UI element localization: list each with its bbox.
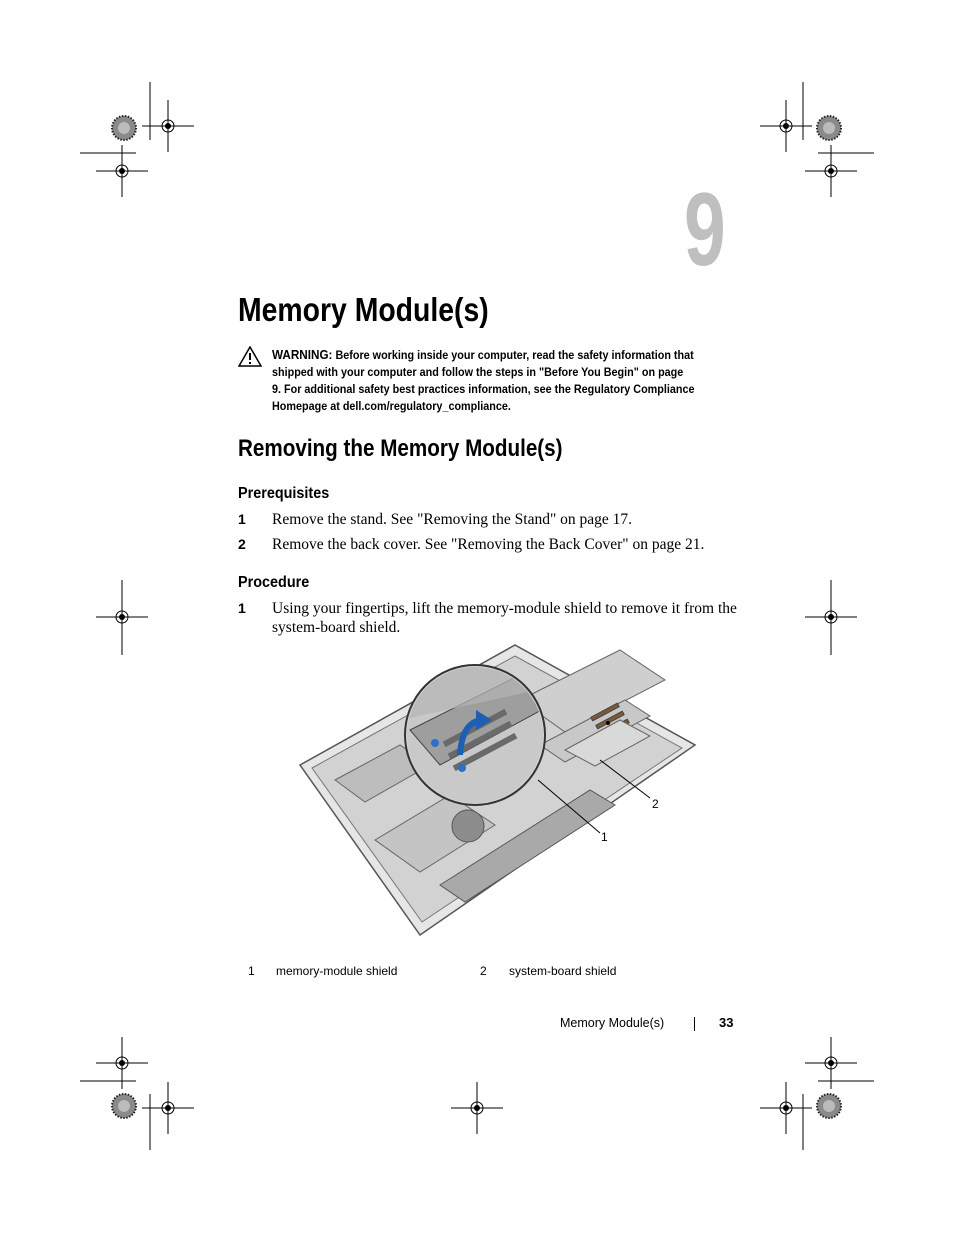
procedure-heading: Procedure xyxy=(238,574,310,591)
caption-number: 2 xyxy=(480,964,487,978)
step-number: 1 xyxy=(238,511,246,527)
step-number: 1 xyxy=(238,600,246,616)
memory-module-illustration xyxy=(290,640,710,940)
callout-2: 2 xyxy=(652,797,659,811)
footer-divider xyxy=(694,1017,695,1031)
step-text: Remove the stand. See "Removing the Stand" on page 17. xyxy=(272,511,633,528)
step-text: Remove the back cover. See "Removing the Back Cover" on page 21. xyxy=(272,536,705,553)
warning-label: WARNING: xyxy=(272,347,333,362)
caption-label: memory-module shield xyxy=(276,964,398,978)
step-text: Using your fingertips, lift the memory-module shield to remove it from the system-board shield. xyxy=(272,600,737,636)
list-item xyxy=(238,510,758,530)
section-title: Removing the Memory Module(s) xyxy=(238,435,563,462)
callout-1: 1 xyxy=(601,830,608,844)
list-item xyxy=(238,535,758,555)
chapter-number: 9 xyxy=(684,172,726,288)
caption-number: 1 xyxy=(248,964,255,978)
caption-label: system-board shield xyxy=(509,964,617,978)
page-number: 33 xyxy=(719,1015,734,1030)
footer-title: Memory Module(s) xyxy=(560,1016,665,1030)
chapter-title: Memory Module(s) xyxy=(238,291,489,328)
prerequisites-heading: Prerequisites xyxy=(238,485,330,502)
list-item xyxy=(238,599,758,639)
warning-body: Before working inside your computer, read the safety information that shipped with your computer and follow the steps in "Before You Begin" on page 9. For additional safety best practices information, see the Regulatory Compliance Homepage at dell.com/regulatory_compliance. xyxy=(272,348,695,413)
warning-text xyxy=(272,346,695,415)
step-number: 2 xyxy=(238,536,246,552)
warning-icon xyxy=(238,346,262,368)
